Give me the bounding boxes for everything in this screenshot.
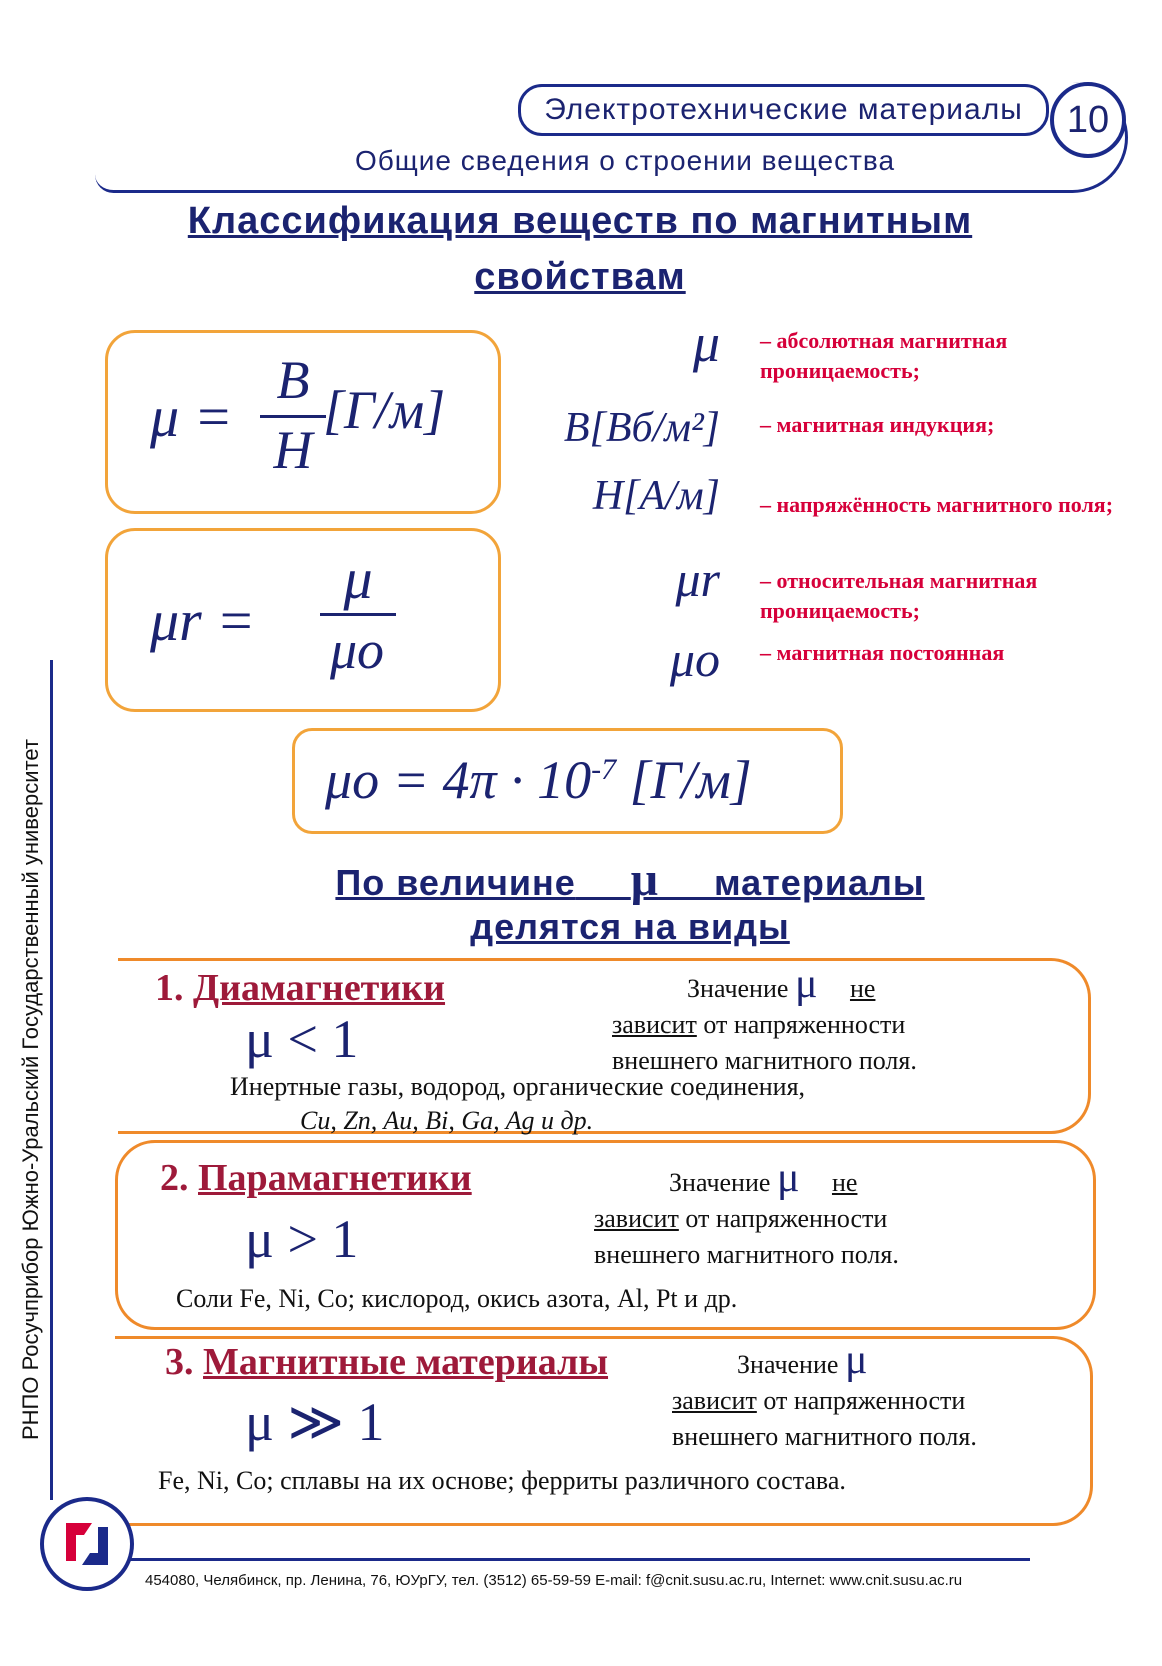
legend-text-mu0: – магнитная постоянная bbox=[760, 640, 1005, 665]
legend-text-h: – напряжённость магнитного поля; bbox=[760, 492, 1114, 517]
formula-mur-lhs: μr = bbox=[150, 588, 256, 653]
formula-box-mur bbox=[105, 528, 501, 712]
desc-value-word: Значение bbox=[669, 1168, 771, 1197]
desc-value-word: Значение bbox=[737, 1350, 839, 1379]
header-subtitle: Общие сведения о строении вещества bbox=[354, 145, 896, 176]
desc-rest2: внешнего магнитного поля. bbox=[612, 1046, 917, 1075]
desc-depends: зависит bbox=[672, 1386, 757, 1415]
page-title-line1: Классификация веществ по магнитным bbox=[187, 200, 973, 242]
section-heading-a: По величине bbox=[335, 862, 576, 903]
group-number: 2. bbox=[160, 1157, 189, 1199]
desc-mu: μ bbox=[794, 961, 818, 1007]
group-name: Диамагнетики bbox=[193, 967, 446, 1009]
group-examples-line1: Fe, Ni, Co; сплавы на их основе; ферриты различного состава. bbox=[158, 1466, 846, 1495]
group-relation: μ < 1 bbox=[245, 1009, 359, 1069]
section-heading-line2: делятся на виды bbox=[470, 906, 790, 947]
header-title: Электротехнические материалы bbox=[518, 84, 1049, 136]
desc-rest2: внешнего магнитного поля. bbox=[594, 1240, 899, 1269]
fraction-bar bbox=[320, 613, 396, 616]
legend-symbol-h: H[А/м] bbox=[592, 473, 720, 519]
fraction-bar bbox=[260, 415, 326, 418]
legend-symbol-b: B[Вб/м²] bbox=[563, 405, 720, 451]
formula-mu0 bbox=[325, 749, 752, 811]
footer-contacts: 454080, Челябинск, пр. Ленина, 76, ЮУрГУ, тел. (3512) 65-59-59 E-mail: f@cnit.susu.ac.ru, Internet: www.cnit.susu.ac.ru bbox=[145, 1572, 963, 1589]
formula-box-mu bbox=[105, 330, 501, 514]
formula-mu-denominator: H bbox=[273, 420, 313, 480]
formula-mu0-unit: [Г/м] bbox=[629, 750, 752, 810]
group-description bbox=[672, 1337, 1092, 1455]
section-heading-line1 bbox=[200, 852, 1060, 907]
desc-not: не bbox=[831, 1168, 858, 1197]
legend-symbol-mu: μ bbox=[692, 313, 720, 373]
footer-line bbox=[130, 1558, 1030, 1561]
desc-rest2: внешнего магнитного поля. bbox=[672, 1422, 977, 1451]
page-number: 10 bbox=[1050, 82, 1126, 158]
formula-mu0-exp: -7 bbox=[591, 753, 617, 786]
group-number: 3. bbox=[165, 1341, 194, 1383]
desc-depends: зависит bbox=[612, 1010, 697, 1039]
formula-mu0-main: μo = 4π · 10 bbox=[325, 750, 592, 810]
desc-value-word: Значение bbox=[687, 974, 789, 1003]
group-description bbox=[594, 1155, 1014, 1273]
group-title-magnetic-materials bbox=[165, 1340, 608, 1384]
desc-depends: зависит bbox=[594, 1204, 679, 1233]
section-heading-b: материалы bbox=[714, 862, 925, 903]
group-name: Магнитные материалы bbox=[203, 1341, 609, 1383]
university-logo-icon bbox=[40, 1497, 134, 1591]
group-title-paramagnetics bbox=[160, 1156, 472, 1200]
page-title-line2: свойствам bbox=[474, 256, 686, 298]
group-examples-line2: Cu, Zn, Au, Bi, Ga, Ag и др. bbox=[300, 1106, 594, 1135]
desc-mu: μ bbox=[844, 1337, 868, 1383]
legend-text-mur: – относительная магнитная проницаемость; bbox=[760, 568, 1038, 623]
formula-mu-unit: [Г/м] bbox=[323, 380, 446, 440]
group-name: Парамагнетики bbox=[198, 1157, 472, 1199]
group-examples-line1: Соли Fe, Ni, Co; кислород, окись азота, Al, Pt и др. bbox=[176, 1284, 738, 1313]
group-relation: μ ≫ 1 bbox=[245, 1392, 385, 1452]
group-number: 1. bbox=[155, 967, 184, 1009]
group-description bbox=[612, 961, 1032, 1079]
side-line bbox=[50, 660, 53, 1500]
formula-mur-denominator: μo bbox=[329, 620, 385, 680]
group-title-diamagnetics bbox=[155, 966, 445, 1010]
legend-symbol-mur: μr bbox=[675, 551, 720, 607]
formula-mu-numerator: B bbox=[276, 350, 310, 410]
side-publisher-text: РНПО Росучприбор Южно-Уральский Государственный университет bbox=[18, 739, 43, 1440]
legend-symbol-mu0: μo bbox=[669, 631, 720, 687]
desc-rest1: от напряженности bbox=[703, 1010, 906, 1039]
group-relation: μ > 1 bbox=[245, 1209, 359, 1269]
desc-rest1: от напряженности bbox=[763, 1386, 966, 1415]
legend-text-mu: – абсолютная магнитная проницаемость; bbox=[760, 328, 1008, 383]
desc-rest1: от напряженности bbox=[685, 1204, 888, 1233]
formula-box-mu0 bbox=[292, 728, 843, 834]
group-examples-line1: Инертные газы, водород, органические соединения, bbox=[230, 1072, 806, 1101]
section-heading-mu: μ bbox=[630, 853, 659, 906]
formula-mur-numerator: μ bbox=[343, 546, 373, 611]
desc-mu: μ bbox=[776, 1155, 800, 1201]
formula-mu-lhs: μ = bbox=[150, 384, 233, 449]
symbol-legend bbox=[520, 312, 1120, 702]
logo-graphic bbox=[44, 1501, 130, 1587]
desc-not: не bbox=[849, 974, 876, 1003]
legend-text-b: – магнитная индукция; bbox=[760, 412, 995, 437]
